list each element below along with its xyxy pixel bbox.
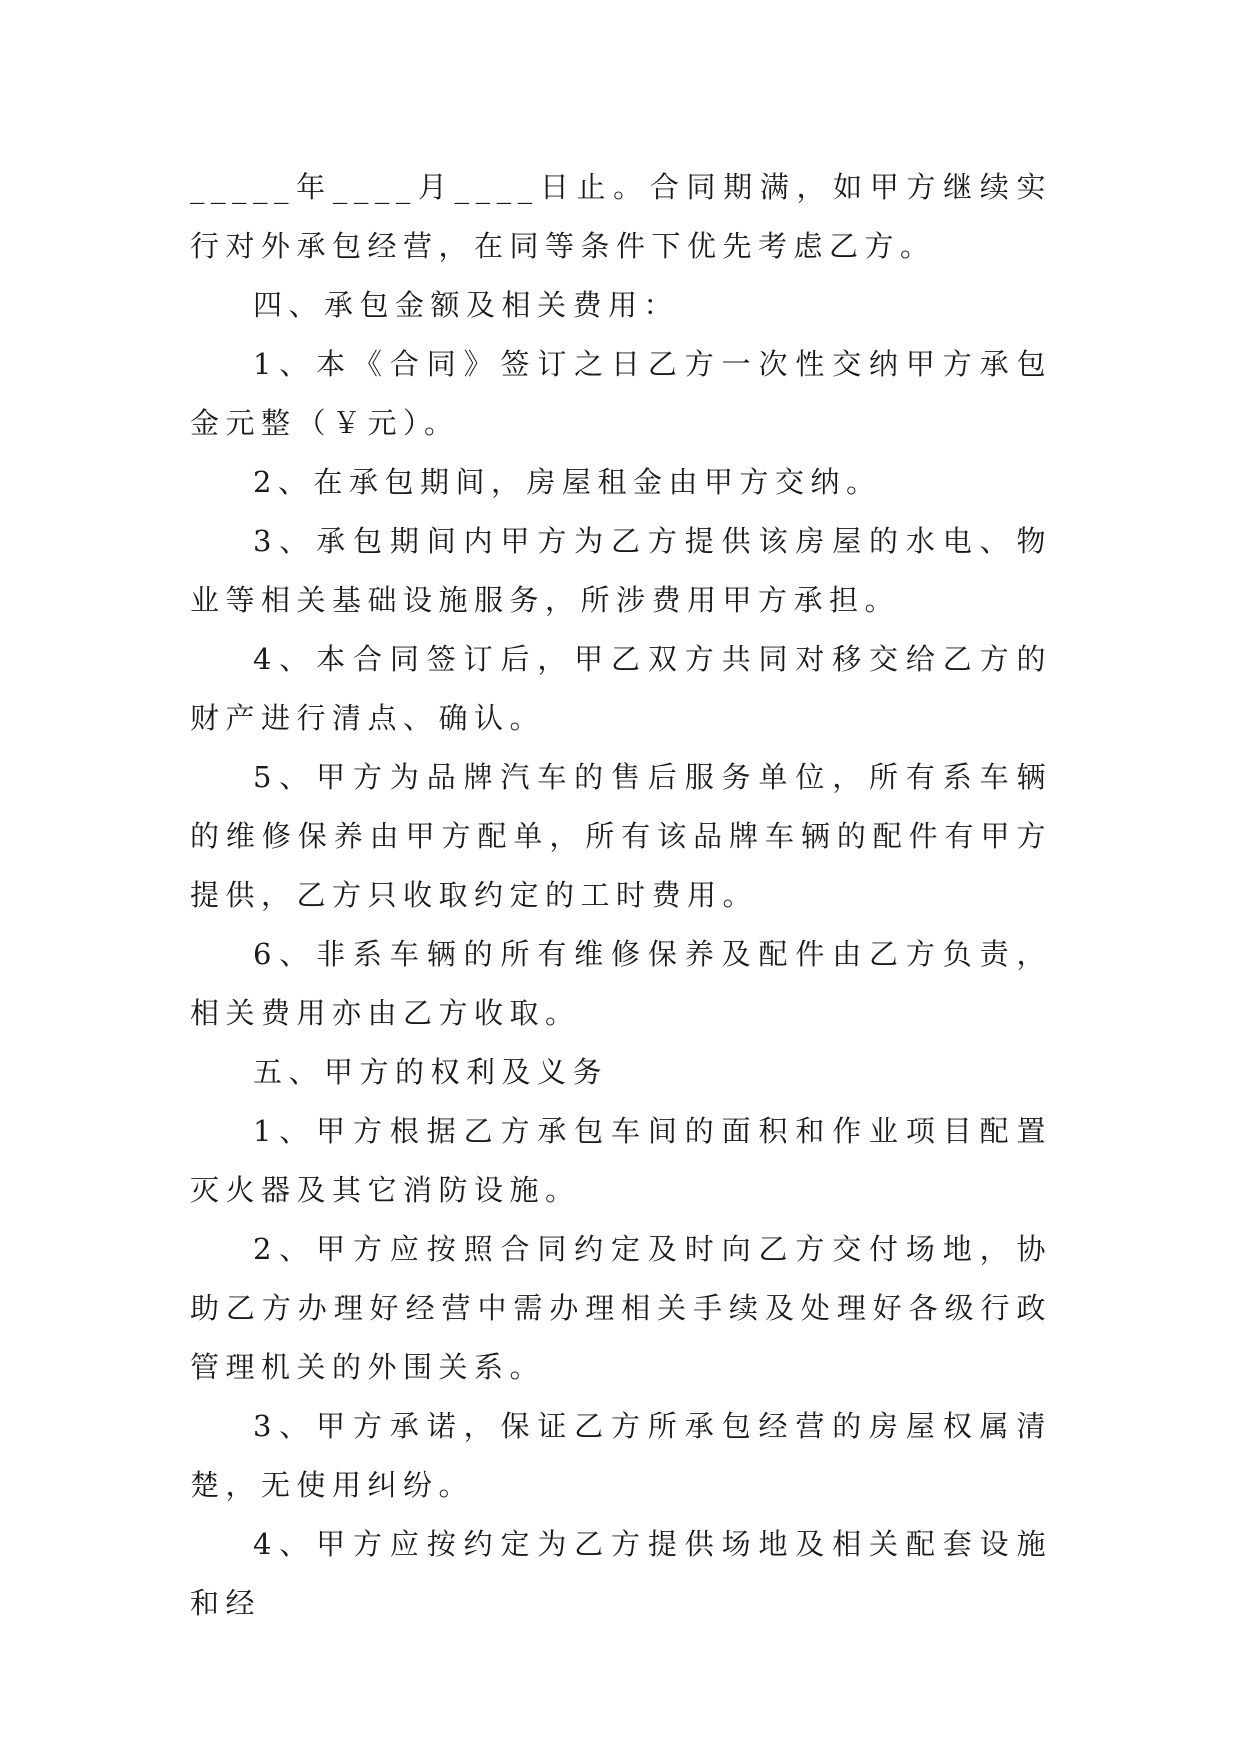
paragraph-fee-4: 4、本合同签订后，甲乙双方共同对移交给乙方的财产进行清点、确认。 <box>190 642 1052 735</box>
paragraph-party-a-3: 3、甲方承诺，保证乙方所承包经营的房屋权属清楚，无使用纠纷。 <box>190 1409 1052 1502</box>
paragraph-fee-1: 1、本《合同》签订之日乙方一次性交纳甲方承包金元整（￥元）。 <box>190 347 1052 440</box>
section-heading-party-a: 五、甲方的权利及义务 <box>253 1055 609 1089</box>
paragraph-fee-6: 6、非系车辆的所有维修保养及配件由乙方负责，相关费用亦由乙方收取。 <box>190 937 1052 1030</box>
paragraph-party-a-2: 2、甲方应按照合同约定及时向乙方交付场地，协助乙方办理好经营中需办理相关手续及处理好各级行政管理机关的外围关系。 <box>190 1232 1052 1384</box>
section-heading-fee: 四、承包金额及相关费用： <box>253 288 680 322</box>
paragraph-term-end: _____年____月____日止。合同期满，如甲方继续实行对外承包经营，在同等条件下优先考虑乙方。 <box>190 170 1052 263</box>
paragraph-fee-3: 3、承包期间内甲方为乙方提供该房屋的水电、物业等相关基础设施服务，所涉费用甲方承担。 <box>190 524 1052 617</box>
paragraph-fee-2: 2、在承包期间，房屋租金由甲方交纳。 <box>253 465 882 499</box>
paragraph-party-a-4: 4、甲方应按约定为乙方提供场地及相关配套设施和经 <box>190 1527 1052 1620</box>
document-body <box>190 158 1052 1633</box>
paragraph-fee-5: 5、甲方为品牌汽车的售后服务单位，所有系车辆的维修保养由甲方配单，所有该品牌车辆的配件有甲方提供，乙方只收取约定的工时费用。 <box>190 760 1052 912</box>
paragraph-party-a-1: 1、甲方根据乙方承包车间的面积和作业项目配置灭火器及其它消防设施。 <box>190 1114 1052 1207</box>
